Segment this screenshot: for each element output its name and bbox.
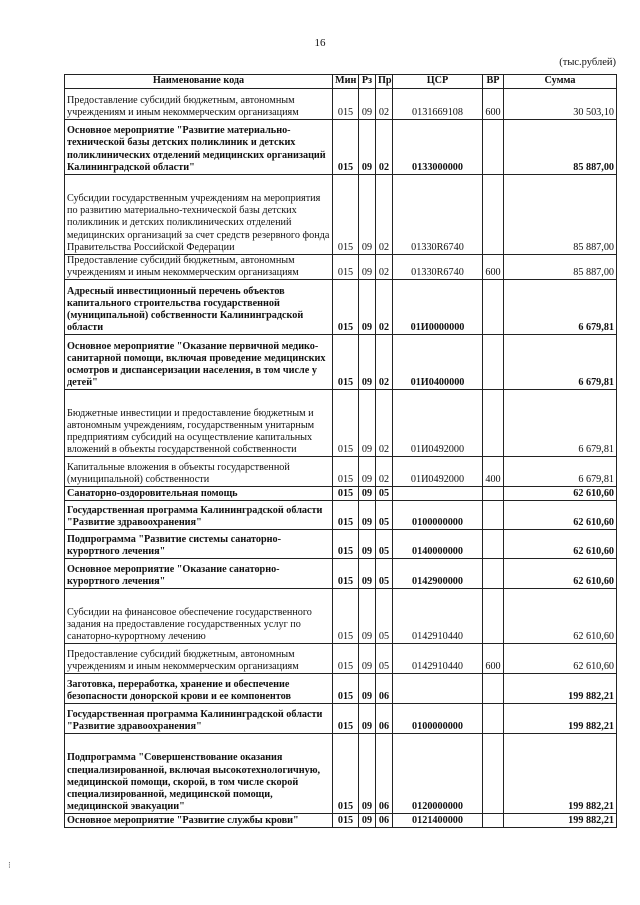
cell-pr: 02 [376, 335, 393, 390]
cell-pr: 05 [376, 530, 393, 559]
cell-vr: 600 [483, 89, 504, 120]
cell-rz: 09 [359, 530, 376, 559]
cell-name: Капитальные вложения в объекты государственной (муниципальной) собственности [65, 457, 333, 487]
cell-pr: 06 [376, 814, 393, 828]
cell-min: 015 [333, 89, 359, 120]
cell-min: 015 [333, 530, 359, 559]
header-min: Мин [333, 75, 359, 89]
cell-csr: 01И0492000 [393, 457, 483, 487]
cell-pr: 02 [376, 120, 393, 175]
header-csr: ЦСР [393, 75, 483, 89]
cell-rz: 09 [359, 734, 376, 814]
cell-vr [483, 175, 504, 255]
table-row [65, 89, 617, 120]
cell-vr [483, 814, 504, 828]
table-row [65, 644, 617, 674]
cell-vr [483, 120, 504, 175]
cell-vr [483, 335, 504, 390]
cell-sum: 199 882,21 [504, 704, 617, 734]
cell-pr: 05 [376, 487, 393, 501]
cell-vr [483, 589, 504, 644]
cell-csr: 0120000000 [393, 734, 483, 814]
cell-vr [483, 530, 504, 559]
cell-vr: 400 [483, 457, 504, 487]
cell-rz: 09 [359, 280, 376, 335]
header-sum: Сумма [504, 75, 617, 89]
cell-pr: 05 [376, 559, 393, 589]
cell-name: Подпрограмма "Развитие системы санаторно-курортного лечения" [65, 530, 333, 559]
cell-min: 015 [333, 280, 359, 335]
cell-csr: 0142910440 [393, 589, 483, 644]
cell-csr: 01И0400000 [393, 335, 483, 390]
cell-rz: 09 [359, 704, 376, 734]
cell-min: 015 [333, 255, 359, 280]
cell-csr: 0100000000 [393, 704, 483, 734]
budget-table [64, 74, 617, 828]
cell-vr [483, 390, 504, 457]
cell-csr: 0142910440 [393, 644, 483, 674]
cell-rz: 09 [359, 814, 376, 828]
cell-sum: 6 679,81 [504, 457, 617, 487]
table-row [65, 589, 617, 644]
cell-vr [483, 704, 504, 734]
table-header-row [65, 75, 617, 89]
cell-sum: 62 610,60 [504, 530, 617, 559]
cell-csr: 01И0000000 [393, 280, 483, 335]
cell-csr: 0131669108 [393, 89, 483, 120]
table-row [65, 814, 617, 828]
header-name: Наименование кода [65, 75, 333, 89]
cell-rz: 09 [359, 501, 376, 530]
cell-sum: 30 503,10 [504, 89, 617, 120]
cell-name: Субсидии государственным учреждениям на мероприятия по развитию материально-технической базы детских поликлиник и детских поликлинических отделений медицинских организаций за счет средств резервного фонда Правительства Российской Федерации [65, 175, 333, 255]
cell-sum: 62 610,60 [504, 501, 617, 530]
cell-pr: 02 [376, 280, 393, 335]
cell-min: 015 [333, 120, 359, 175]
cell-vr [483, 280, 504, 335]
cell-pr: 06 [376, 674, 393, 704]
cell-min: 015 [333, 501, 359, 530]
cell-sum: 62 610,60 [504, 487, 617, 501]
cell-name: Основное мероприятие "Развитие службы крови" [65, 814, 333, 828]
cell-min: 015 [333, 457, 359, 487]
cell-pr: 05 [376, 589, 393, 644]
cell-name: Государственная программа Калининградской области "Развитие здравоохранения" [65, 501, 333, 530]
cell-sum: 85 887,00 [504, 120, 617, 175]
cell-sum: 199 882,21 [504, 674, 617, 704]
header-pr: Пр [376, 75, 393, 89]
cell-sum: 6 679,81 [504, 280, 617, 335]
cell-rz: 09 [359, 487, 376, 501]
cell-pr: 02 [376, 457, 393, 487]
cell-rz: 09 [359, 589, 376, 644]
cell-rz: 09 [359, 559, 376, 589]
table-row [65, 335, 617, 390]
cell-min: 015 [333, 589, 359, 644]
cell-csr: 01330R6740 [393, 175, 483, 255]
cell-pr: 02 [376, 255, 393, 280]
cell-sum: 62 610,60 [504, 589, 617, 644]
cell-pr: 02 [376, 89, 393, 120]
cell-csr: 01И0492000 [393, 390, 483, 457]
cell-csr: 0121400000 [393, 814, 483, 828]
cell-min: 015 [333, 335, 359, 390]
cell-min: 015 [333, 704, 359, 734]
cell-name: Предоставление субсидий бюджетным, автономным учреждениям и иным некоммерческим организациям [65, 644, 333, 674]
margin-mark: ⁝ [8, 860, 11, 870]
header-rz: Рз [359, 75, 376, 89]
cell-vr [483, 501, 504, 530]
cell-sum: 62 610,60 [504, 644, 617, 674]
cell-vr [483, 734, 504, 814]
cell-rz: 09 [359, 120, 376, 175]
table-row [65, 530, 617, 559]
cell-rz: 09 [359, 644, 376, 674]
cell-rz: 09 [359, 457, 376, 487]
cell-pr: 05 [376, 644, 393, 674]
cell-pr: 06 [376, 734, 393, 814]
cell-csr: 0100000000 [393, 501, 483, 530]
cell-rz: 09 [359, 255, 376, 280]
cell-pr: 05 [376, 501, 393, 530]
table-row [65, 487, 617, 501]
cell-vr [483, 487, 504, 501]
cell-vr [483, 674, 504, 704]
cell-min: 015 [333, 175, 359, 255]
cell-sum: 62 610,60 [504, 559, 617, 589]
cell-pr: 06 [376, 704, 393, 734]
cell-sum: 85 887,00 [504, 255, 617, 280]
cell-rz: 09 [359, 89, 376, 120]
cell-name: Основное мероприятие "Развитие материально-технической базы детских поликлиник и детских поликлинических отделений медицинских организаций Калининградской области" [65, 120, 333, 175]
cell-min: 015 [333, 559, 359, 589]
cell-sum: 6 679,81 [504, 390, 617, 457]
cell-name: Предоставление субсидий бюджетным, автономным учреждениям и иным некоммерческим организациям [65, 255, 333, 280]
table-row [65, 120, 617, 175]
header-vr: ВР [483, 75, 504, 89]
cell-min: 015 [333, 644, 359, 674]
cell-csr [393, 674, 483, 704]
cell-pr: 02 [376, 390, 393, 457]
cell-csr: 0140000000 [393, 530, 483, 559]
cell-sum: 85 887,00 [504, 175, 617, 255]
cell-min: 015 [333, 814, 359, 828]
table-row [65, 390, 617, 457]
cell-rz: 09 [359, 674, 376, 704]
table-row [65, 255, 617, 280]
cell-rz: 09 [359, 390, 376, 457]
cell-name: Заготовка, переработка, хранение и обеспечение безопасности донорской крови и ее компонентов [65, 674, 333, 704]
table-row [65, 175, 617, 255]
table-row [65, 501, 617, 530]
page-number: 16 [314, 37, 326, 49]
cell-csr [393, 487, 483, 501]
cell-name: Адресный инвестиционный перечень объектов капитального строительства государственной (муниципальной) собственности Калининградской области [65, 280, 333, 335]
cell-name: Основное мероприятие "Оказание санаторно-курортного лечения" [65, 559, 333, 589]
cell-sum: 199 882,21 [504, 734, 617, 814]
cell-csr: 0133000000 [393, 120, 483, 175]
cell-vr: 600 [483, 255, 504, 280]
cell-sum: 6 679,81 [504, 335, 617, 390]
units-label: (тыс.рублей) [559, 57, 616, 68]
cell-rz: 09 [359, 335, 376, 390]
table-row [65, 559, 617, 589]
cell-min: 015 [333, 674, 359, 704]
cell-min: 015 [333, 390, 359, 457]
cell-csr: 0142900000 [393, 559, 483, 589]
cell-name: Предоставление субсидий бюджетным, автономным учреждениям и иным некоммерческим организациям [65, 89, 333, 120]
table-row [65, 734, 617, 814]
cell-min: 015 [333, 734, 359, 814]
cell-name: Субсидии на финансовое обеспечение государственного задания на предоставление государственных услуг по санаторно-курортному лечению [65, 589, 333, 644]
cell-name: Бюджетные инвестиции и предоставление бюджетным и автономным учреждениям, государственным унитарным предприятиям субсидий на осуществление капитальных вложений в объекты государственной собственности [65, 390, 333, 457]
table-row [65, 704, 617, 734]
table-row [65, 280, 617, 335]
cell-min: 015 [333, 487, 359, 501]
cell-sum: 199 882,21 [504, 814, 617, 828]
cell-pr: 02 [376, 175, 393, 255]
table-row [65, 457, 617, 487]
cell-csr: 01330R6740 [393, 255, 483, 280]
cell-name: Государственная программа Калининградской области "Развитие здравоохранения" [65, 704, 333, 734]
cell-name: Основное мероприятие "Оказание первичной медико-санитарной помощи, включая проведение медицинских осмотров и диспансеризации населения, в том числе у детей" [65, 335, 333, 390]
cell-vr [483, 559, 504, 589]
table-row [65, 674, 617, 704]
cell-rz: 09 [359, 175, 376, 255]
cell-vr: 600 [483, 644, 504, 674]
cell-name: Санаторно-оздоровительная помощь [65, 487, 333, 501]
cell-name: Подпрограмма "Совершенствование оказания специализированной, включая высокотехнологичную, медицинской помощи, скорой, в том числе скорой специализированной, медицинской помощи, медицинской эвакуации" [65, 734, 333, 814]
